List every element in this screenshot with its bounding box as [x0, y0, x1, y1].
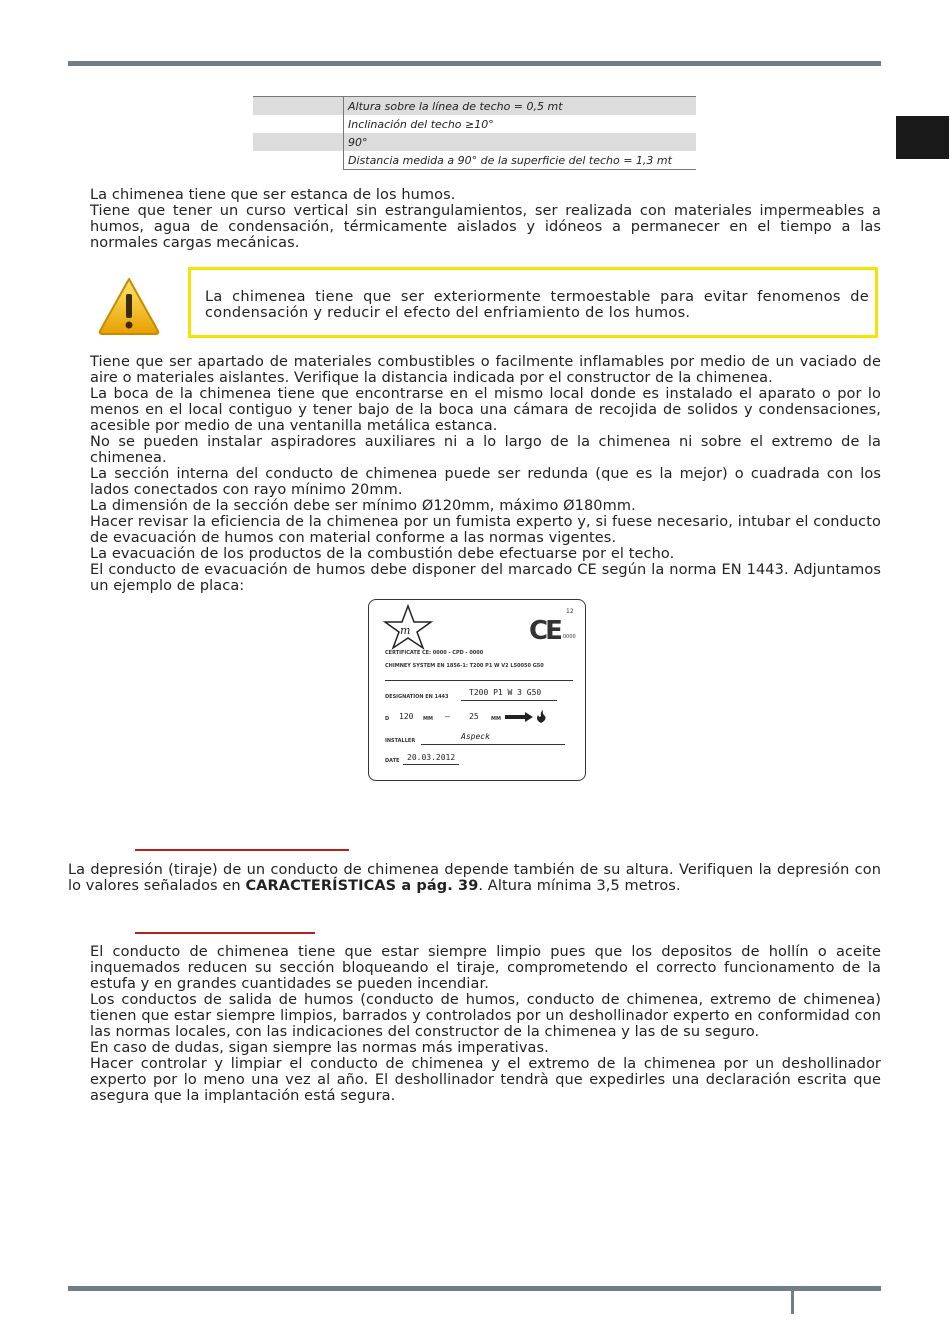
- plate-certificate: CERTIFICATE CE: 0000 - CPD - 0000: [385, 650, 484, 656]
- paragraph-block-draught: [68, 862, 881, 894]
- ce-mark: CE: [529, 616, 560, 646]
- table-cell: Distancia medida a 90° de la superficie del techo = 1,3 mt: [344, 151, 697, 170]
- table-row: [253, 97, 696, 116]
- paragraph: Tiene que tener un curso vertical sin estrangulamientos, ser realizada con materiales impermeables a humos, agua de condensación, térmicamente aislados y idóneos a permanecer en el tiempo a las normales cargas mecánicas.: [90, 203, 881, 251]
- section-heading-underline: [135, 849, 349, 851]
- star-logo-icon: [383, 604, 433, 650]
- plate-underline: [421, 744, 565, 745]
- paragraph: Hacer revisar la eficiencia de la chimenea por un fumista experto y, si fuese necesario, intubar el conducto de evacuación de humos con material conforme a las normas vigentes.: [90, 514, 881, 546]
- paragraph-block-intro: [90, 187, 881, 251]
- paragraph: Los conductos de salida de humos (conducto de humos, conducto de chimenea, extremo de chimenea) tienen que estar siempre limpios, barrados y controlados por un deshollinador experto en conformidad con las normas locales, con las indicaciones del constructor de la chimenea y las de su seguro.: [90, 992, 881, 1040]
- paragraph: El conducto de evacuación de humos debe disponer del marcado CE según la norma EN 1443. Adjuntamos un ejemplo de placa:: [90, 562, 881, 594]
- svg-text:m: m: [400, 624, 411, 637]
- plate-underline: [403, 764, 459, 765]
- plate-dash: –: [445, 712, 450, 721]
- paragraph: La evacuación de los productos de la combustión debe efectuarse por el techo.: [90, 546, 675, 562]
- paragraph-text: . Altura mínima 3,5 metros.: [478, 878, 681, 894]
- plate-mm-label: MM: [491, 716, 501, 722]
- page-marker: [791, 1290, 794, 1314]
- plate-designation-label: DESIGNATION EN 1443: [385, 694, 449, 700]
- table-row: [253, 151, 696, 170]
- arrow-flame-icon: [505, 710, 549, 724]
- plate-distance-value: 25: [469, 712, 479, 721]
- plate-system: CHIMNEY SYSTEM EN 1856-1: T200 P1 W V2 L50050 G50: [385, 663, 544, 669]
- plate-year: 12: [566, 608, 574, 615]
- table-cell: [253, 151, 344, 170]
- table-cell: Inclinación del techo ≥10°: [344, 115, 697, 133]
- top-rule: [68, 61, 881, 66]
- warning-box: [188, 267, 878, 338]
- plate-installer-label: INSTALLER: [385, 738, 416, 744]
- ce-plate-example: [368, 599, 586, 781]
- plate-designation-value: T200 P1 W 3 G50: [469, 688, 542, 697]
- section-tab-marker: [896, 116, 949, 159]
- paragraph: Hacer controlar y limpiar el conducto de chimenea y el extremo de la chimenea por un deshollinador experto por lo meno una vez al año. El deshollinador tendrà que expedirles una declaración escrita que asegura que la implantación está segura.: [90, 1056, 881, 1104]
- plate-date-value: 20.03.2012: [407, 753, 456, 762]
- cross-reference: CARACTERÍSTICAS a pág. 39: [245, 878, 479, 894]
- table-row: [253, 133, 696, 151]
- plate-notified-body: 0000: [563, 634, 576, 640]
- paragraph: En caso de dudas, sigan siempre las normas más imperativas.: [90, 1040, 549, 1056]
- paragraph: La dimensión de la sección debe ser mínimo Ø120mm, máximo Ø180mm.: [90, 498, 636, 514]
- paragraph: El conducto de chimenea tiene que estar siempre limpio pues que los depositos de hollín o aceite inquemados reducen su sección bloqueando el tiraje, comprometendo el correcto funcionamento de la estufa y en grandes cuantidades se pueden incendiar.: [90, 944, 881, 992]
- paragraph-block-requirements: [90, 354, 881, 594]
- plate-mm-label: MM: [423, 716, 433, 722]
- paragraph: No se pueden instalar aspiradores auxiliares ni a lo largo de la chimenea ni sobre el extremo de la chimenea.: [90, 434, 881, 466]
- paragraph: La boca de la chimenea tiene que encontrarse en el mismo local donde es instalado el aparato o por lo menos en el local contiguo y tener bajo de la boca una cámara de recojida de solidos y condensaciones, acesible por medio de una ventanilla metálica estanca.: [90, 386, 881, 434]
- paragraph-text: La depresión (tiraje) de un conducto de chimenea depende también de su altura. Verifiquen la depresión con lo valores señalados en: [68, 862, 881, 894]
- table-cell: [253, 115, 344, 133]
- paragraph: Tiene que ser apartado de materiales combustibles o facilmente inflamables por medio de un vaciado de aire o materiales aislantes. Verifique la distancia indicada por el constructor de la chimenea.: [90, 354, 881, 386]
- table-cell: 90°: [344, 133, 697, 151]
- table-row: [253, 115, 696, 133]
- plate-date-label: DATE: [385, 758, 400, 764]
- paragraph: La chimenea tiene que ser estanca de los humos.: [90, 187, 456, 203]
- plate-installer-signature: Aspeck: [461, 732, 490, 741]
- paragraph: La sección interna del conducto de chimenea puede ser redunda (que es la mejor) o cuadrada con los lados conectados con rayo mínimo 20mm.: [90, 466, 881, 498]
- plate-d-value: 120: [399, 712, 414, 721]
- paragraph: [68, 862, 881, 894]
- table-cell: [253, 97, 344, 116]
- plate-divider: [385, 680, 573, 681]
- warning-text: La chimenea tiene que ser exteriormente termoestable para evitar fenomenos de condensación y reducir el efecto del enfriamiento de los humos.: [205, 289, 869, 321]
- warning-triangle-icon: [97, 276, 161, 336]
- table-cell: Altura sobre la línea de techo = 0,5 mt: [344, 97, 697, 116]
- bottom-rule: [68, 1286, 881, 1291]
- table-cell: [253, 133, 344, 151]
- paragraph-block-cleaning: [90, 944, 881, 1104]
- spec-table: [253, 96, 696, 170]
- plate-d-label: D: [385, 716, 390, 722]
- section-heading-underline: [135, 932, 315, 934]
- plate-underline: [461, 700, 557, 701]
